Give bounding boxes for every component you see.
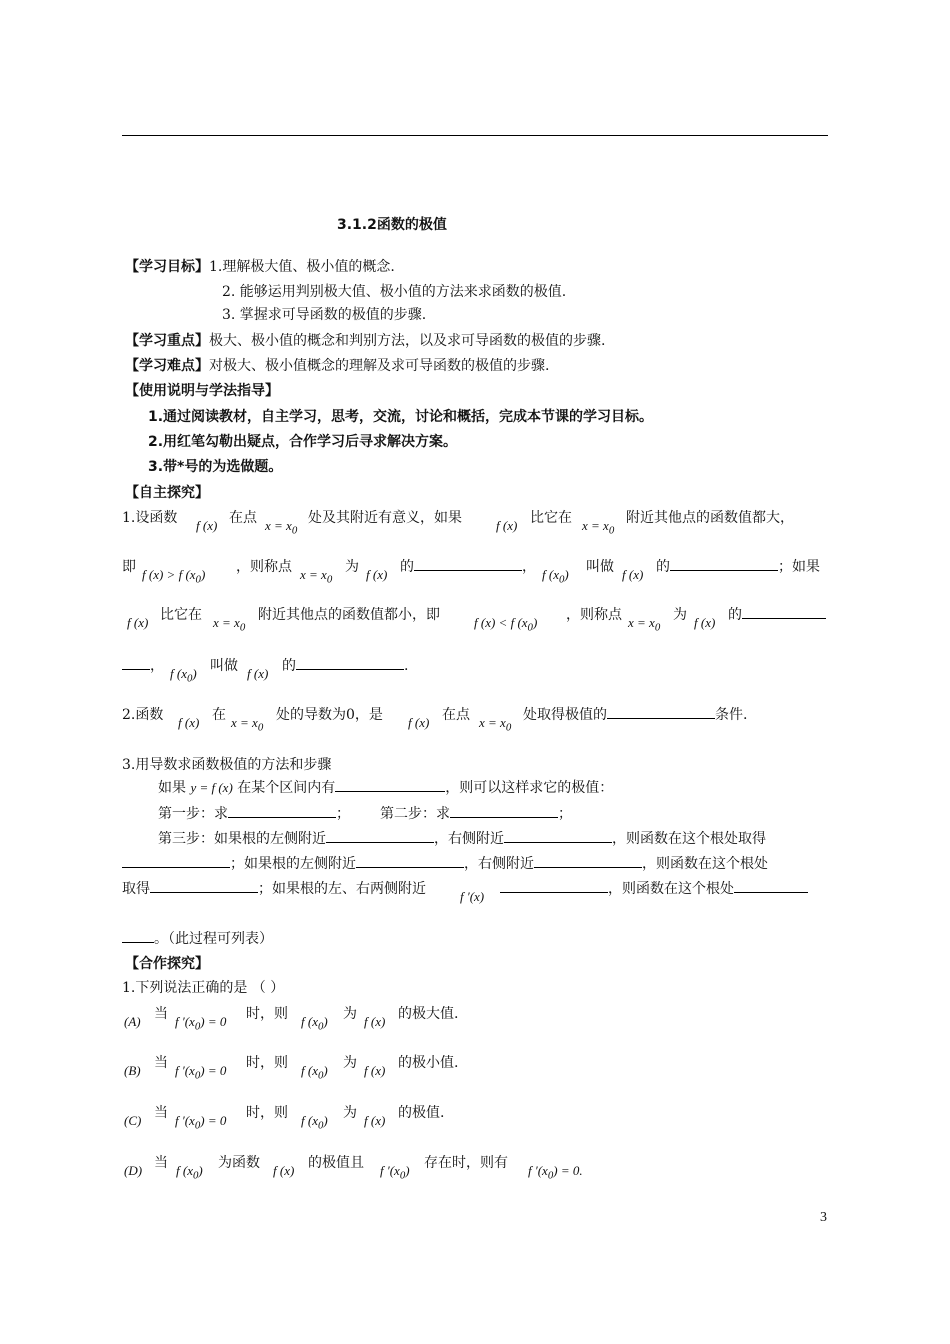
- goal-2: 2. 能够运用判别极大值、极小值的方法来求函数的极值.: [222, 284, 567, 300]
- guide-item: 2.用红笔勾勒出疑点，合作学习后寻求解决方案。: [148, 434, 458, 450]
- t: 。（此过程可列表）: [154, 931, 273, 947]
- sub: 0: [192, 1169, 199, 1182]
- text: 的极值且: [308, 1155, 364, 1171]
- m: .: [579, 1163, 583, 1178]
- text-with-blank: [282, 655, 408, 675]
- sub: 0: [608, 524, 615, 537]
- sub: 0: [194, 1119, 201, 1132]
- t: 取得: [122, 881, 150, 897]
- math-fpx0-eq: [175, 1113, 226, 1132]
- math-fx: f (x): [366, 567, 388, 582]
- option-b-label: (B): [124, 1063, 141, 1078]
- math-yfx: y = f (x): [190, 780, 233, 795]
- math-fx: f (x): [196, 518, 218, 533]
- text: 时，则: [246, 1006, 288, 1022]
- m: ): [405, 1163, 410, 1178]
- t: 处取得极值的: [523, 707, 607, 723]
- math-fx: f (x): [273, 1163, 295, 1178]
- text: 的极小值.: [398, 1055, 459, 1071]
- m: f (x: [178, 567, 196, 582]
- sub: 0: [186, 672, 193, 685]
- sub: 0: [654, 621, 661, 634]
- text: ，则称点: [566, 607, 622, 623]
- t: 的: [400, 559, 414, 575]
- page-title: 3.1.2函数的极值: [337, 217, 447, 233]
- sub: 0: [558, 573, 565, 586]
- t: ，: [522, 559, 536, 575]
- m: f (x: [510, 615, 528, 630]
- math-fx: f (x): [364, 1014, 386, 1029]
- math-fpx0-eq: [528, 1163, 583, 1182]
- t: ，则函数在这个根处: [608, 881, 734, 897]
- text: 为: [343, 1006, 357, 1022]
- m: ) = 0: [200, 1014, 227, 1029]
- m: ): [323, 1014, 328, 1029]
- t: ；: [558, 806, 572, 822]
- sub: 0: [326, 573, 333, 586]
- m: f (x: [301, 1014, 318, 1029]
- m: >: [163, 567, 179, 582]
- answer-blank[interactable]: [335, 777, 445, 792]
- answer-blank[interactable]: [500, 878, 608, 893]
- text: 比它在: [160, 607, 202, 623]
- t: 条件.: [715, 707, 748, 723]
- m: x = x: [628, 615, 655, 630]
- difficulty-heading: 【学习难点】: [125, 358, 209, 374]
- math-ineq: [474, 615, 537, 634]
- coop-heading: 【合作探究】: [125, 956, 209, 972]
- q3-line-d: [158, 828, 766, 848]
- text: 附近其他点的函数值都小，即: [258, 607, 440, 623]
- answer-blank[interactable]: [326, 828, 434, 843]
- t: 的: [656, 559, 670, 575]
- math-xeq: [628, 615, 660, 634]
- m: f (x: [542, 567, 559, 582]
- m: x = x: [213, 615, 240, 630]
- answer-blank[interactable]: [296, 655, 404, 670]
- header-rule: [122, 135, 828, 136]
- text: 的极值.: [398, 1105, 445, 1121]
- t: 的: [282, 658, 296, 674]
- goal-3: 3. 掌握求可导函数的极值的步骤.: [222, 307, 427, 323]
- t: ；如果根的左、右两侧附近: [258, 881, 426, 897]
- text: 在: [212, 707, 226, 723]
- sub: 0: [239, 621, 246, 634]
- text: 在点: [229, 510, 257, 526]
- math-ineq: [142, 567, 205, 586]
- text: 存在时，则有: [424, 1155, 508, 1171]
- q3-line-e: [122, 853, 768, 873]
- text: 叫做: [586, 559, 614, 575]
- m: ): [198, 1163, 203, 1178]
- t: ，右侧附近: [464, 856, 534, 872]
- t: 如果: [158, 780, 186, 796]
- text: 时，则: [246, 1105, 288, 1121]
- focus-text: 极大、极小值的概念和判别方法，以及求可导函数的极值的步骤.: [209, 333, 606, 349]
- t: 的: [728, 607, 742, 623]
- m: ): [192, 666, 197, 681]
- m: ): [323, 1113, 328, 1128]
- text: 为: [673, 607, 687, 623]
- text: 时，则: [246, 1055, 288, 1071]
- t: ，则函数在这个根处: [642, 856, 768, 872]
- text: 为函数: [218, 1155, 260, 1171]
- m: f (x: [301, 1063, 318, 1078]
- m: x = x: [300, 567, 327, 582]
- answer-blank[interactable]: [122, 655, 150, 670]
- math-fx: f (x): [364, 1063, 386, 1078]
- m: ) = 0: [200, 1113, 227, 1128]
- m: ): [532, 615, 538, 630]
- m: f (x: [301, 1113, 318, 1128]
- m: ): [323, 1063, 328, 1078]
- m: f (x: [176, 1163, 193, 1178]
- math-fpx0: [380, 1163, 410, 1182]
- answer-blank[interactable]: [670, 556, 778, 571]
- t: ；如果: [778, 559, 820, 575]
- goals-line-1: [125, 256, 395, 276]
- text: 为: [343, 1055, 357, 1071]
- math-fx0: [301, 1063, 328, 1082]
- text-with-blank: [728, 604, 826, 624]
- m: f ′(x: [175, 1113, 195, 1128]
- t: 在某个区间内有: [237, 780, 336, 796]
- math-xeq: [231, 715, 263, 734]
- math-fprime-x: f ′(x): [460, 889, 485, 904]
- math-fx0: [301, 1014, 328, 1033]
- t: ，右侧附近: [434, 831, 504, 847]
- math-fx: f (x): [496, 518, 518, 533]
- difficulty-line: [125, 355, 549, 375]
- text: 附近其他点的函数值都大，: [626, 510, 794, 526]
- focus-line: [125, 330, 605, 350]
- text: 比它在: [530, 510, 572, 526]
- math-fx0: [176, 1163, 203, 1182]
- math-fx0: [301, 1113, 328, 1132]
- guide-item: 1.通过阅读教材，自主学习，思考，交流，讨论和概括，完成本节课的学习目标。: [148, 409, 654, 425]
- m: f ′(x: [380, 1163, 400, 1178]
- answer-blank[interactable]: [122, 928, 154, 943]
- t: .: [404, 658, 409, 674]
- answer-blank[interactable]: [356, 853, 464, 868]
- page-number: 3: [820, 1210, 827, 1225]
- text: 即: [122, 559, 136, 575]
- t: ；: [336, 806, 350, 822]
- q3-line-f: [122, 878, 426, 898]
- q3-line-b: [158, 777, 613, 797]
- m: f ′(x: [175, 1063, 195, 1078]
- math-fx: f (x): [694, 615, 716, 630]
- option-a-label: (A): [124, 1014, 141, 1029]
- math-xeq: [479, 715, 511, 734]
- text: 在点: [442, 707, 470, 723]
- answer-blank[interactable]: [228, 803, 336, 818]
- text: 当: [154, 1055, 168, 1071]
- text: 2.函数: [122, 707, 164, 723]
- math-xeq: [300, 567, 332, 586]
- math-fx: f (x): [622, 567, 644, 582]
- text-with-blank: [656, 556, 820, 576]
- sub: 0: [317, 1069, 324, 1082]
- sub: 0: [194, 1020, 201, 1033]
- text-with-blank: [400, 556, 536, 576]
- sub: 0: [257, 721, 264, 734]
- sub: 0: [527, 621, 533, 634]
- goal-1: 1.理解极大值、极小值的概念.: [209, 259, 395, 275]
- option-c-label: (C): [124, 1113, 142, 1128]
- m: ) = 0: [200, 1063, 227, 1078]
- q3-line-g: [122, 928, 273, 948]
- self-heading: 【自主探究】: [125, 485, 209, 501]
- t: 第一步：求: [158, 806, 228, 822]
- t: 第三步：如果根的左侧附近: [158, 831, 326, 847]
- text: 为: [343, 1105, 357, 1121]
- t: ，则可以这样求它的极值：: [445, 780, 614, 796]
- answer-blank[interactable]: [742, 604, 826, 619]
- answer-blank[interactable]: [504, 828, 612, 843]
- sub: 0: [194, 1069, 201, 1082]
- text: 为: [345, 559, 359, 575]
- math-xeq-text: x = x: [582, 518, 609, 533]
- m: ) = 0: [553, 1163, 580, 1178]
- math-fx: f (x): [364, 1113, 386, 1128]
- m: f ′(x: [175, 1014, 195, 1029]
- text: 3.用导数求函数极值的方法和步骤: [122, 757, 332, 773]
- sub: 0: [291, 524, 298, 537]
- q3-line-c: [158, 803, 572, 823]
- difficulty-text: 对极大、极小值概念的理解及求可导函数的极值的步骤.: [209, 358, 550, 374]
- answer-blank[interactable]: [450, 803, 558, 818]
- text: 处的导数为0，是: [276, 707, 383, 723]
- answer-blank[interactable]: [607, 704, 715, 719]
- guide-heading: 【使用说明与学法指导】: [125, 383, 279, 399]
- math-fx0: [170, 666, 197, 685]
- math-fx0: [542, 567, 569, 586]
- math-fpx0-eq: [175, 1014, 226, 1033]
- text: 当: [154, 1006, 168, 1022]
- text: 处及其附近有意义，如果: [308, 510, 462, 526]
- answer-blank[interactable]: [150, 878, 258, 893]
- math-xeq: [265, 518, 297, 537]
- sub: 0: [547, 1169, 554, 1182]
- text: 的极大值.: [398, 1006, 459, 1022]
- text: 当: [154, 1105, 168, 1121]
- text-with-blank: [122, 655, 164, 675]
- sub: 0: [399, 1169, 406, 1182]
- m: ): [200, 567, 206, 582]
- t: ，: [150, 658, 164, 674]
- guide-item: 3.带*号的为选做题。: [148, 459, 283, 475]
- answer-blank[interactable]: [534, 853, 642, 868]
- goals-heading: 【学习目标】: [125, 259, 209, 275]
- m: ): [564, 567, 569, 582]
- sub: 0: [505, 721, 512, 734]
- m: f (x): [474, 615, 496, 630]
- text: 1.设函数: [122, 510, 178, 526]
- m: f (x: [170, 666, 187, 681]
- m: f ′(x: [528, 1163, 548, 1178]
- coop-q1: 1.下列说法正确的是 （ ）: [122, 980, 285, 996]
- t: 第二步：求: [380, 806, 450, 822]
- sub: 0: [195, 573, 201, 586]
- math-xeq: [582, 518, 614, 537]
- math-fx: f (x): [247, 666, 269, 681]
- text: 叫做: [210, 658, 238, 674]
- math-fx: f (x): [408, 715, 430, 730]
- math-fpx0-eq: [175, 1063, 226, 1082]
- q3-line-f-tail: [500, 878, 808, 898]
- math-fx: f (x): [127, 615, 149, 630]
- t: ；如果根的左侧附近: [230, 856, 356, 872]
- math-xeq: [213, 615, 245, 634]
- math-xeq-text: x = x: [265, 518, 292, 533]
- option-d-label: (D): [124, 1163, 143, 1178]
- m: x = x: [479, 715, 506, 730]
- text: ，则称点: [236, 559, 292, 575]
- sub: 0: [317, 1020, 324, 1033]
- sub: 0: [317, 1119, 324, 1132]
- m: <: [495, 615, 511, 630]
- t: ，则函数在这个根处取得: [612, 831, 766, 847]
- answer-blank[interactable]: [734, 878, 808, 893]
- text-with-blank: [523, 704, 747, 724]
- m: x = x: [231, 715, 258, 730]
- text: 当: [154, 1155, 168, 1171]
- focus-heading: 【学习重点】: [125, 333, 209, 349]
- m: f (x): [142, 567, 164, 582]
- answer-blank[interactable]: [122, 853, 230, 868]
- math-fx: f (x): [178, 715, 200, 730]
- answer-blank[interactable]: [414, 556, 522, 571]
